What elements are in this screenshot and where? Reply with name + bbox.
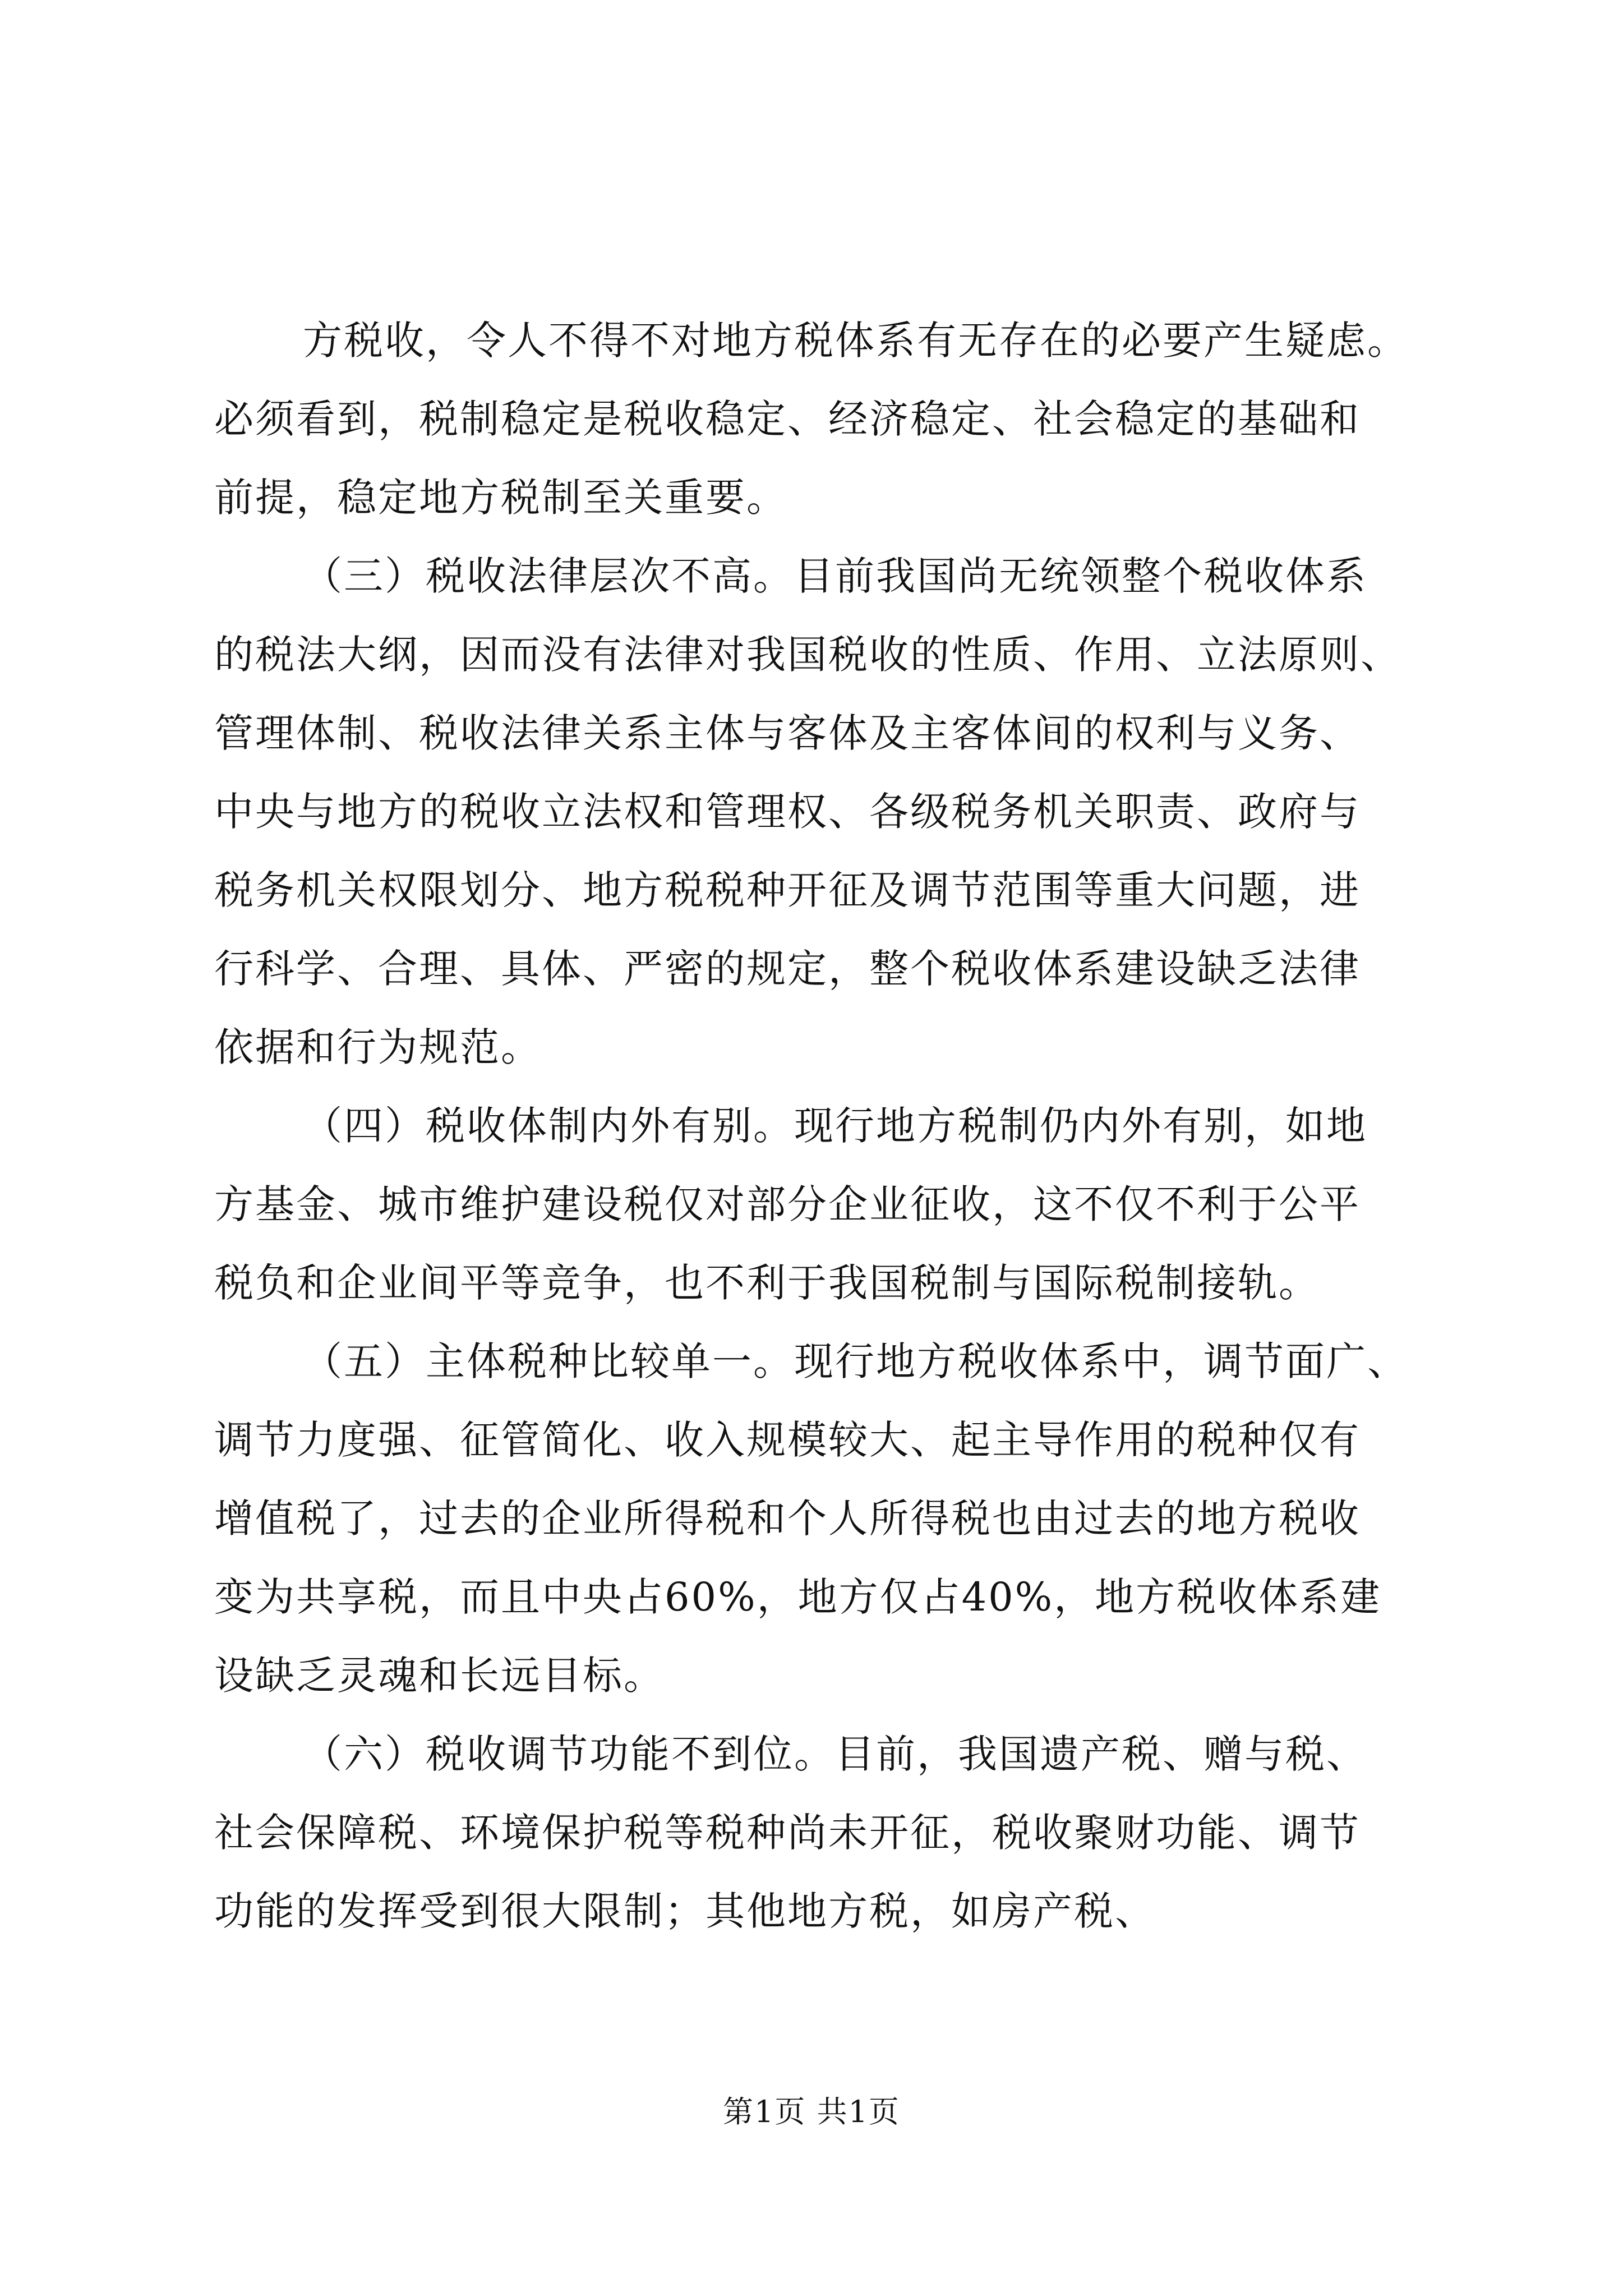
body-text-line: 的税法大纲，因而没有法律对我国税收的性质、作用、立法原则、 bbox=[214, 632, 1401, 678]
body-text-line: 行科学、合理、具体、严密的规定，整个税收体系建设缺乏法律 bbox=[214, 946, 1361, 992]
body-text-line: （三）税收法律层次不高。目前我国尚无统领整个税收体系 bbox=[303, 553, 1367, 599]
page-number-footer: 第1页 共1页 bbox=[723, 2094, 900, 2129]
body-text-line: 功能的发挥受到很大限制；其他地方税，如房产税、 bbox=[214, 1888, 1156, 1934]
body-text-line: 依据和行为规范。 bbox=[214, 1024, 542, 1070]
body-text-line: （六）税收调节功能不到位。目前，我国遗产税、赠与税、 bbox=[303, 1731, 1367, 1777]
body-text-line: 增值税了，过去的企业所得税和个人所得税也由过去的地方税收 bbox=[214, 1496, 1361, 1542]
body-text-line: 前提，稳定地方税制至关重要。 bbox=[214, 475, 787, 521]
body-text-line: （五）主体税种比较单一。现行地方税收体系中，调节面广、 bbox=[303, 1338, 1408, 1384]
body-text-line: 调节力度强、征管简化、收入规模较大、起主导作用的税种仅有 bbox=[214, 1417, 1361, 1463]
body-text-line: 社会保障税、环境保护税等税种尚未开征，税收聚财功能、调节 bbox=[214, 1810, 1361, 1856]
body-text-line: 变为共享税，而且中央占60%，地方仅占40%，地方税收体系建 bbox=[214, 1574, 1382, 1620]
body-text-line: （四）税收体制内外有别。现行地方税制仍内外有别，如地 bbox=[303, 1103, 1367, 1149]
body-text-line: 方基金、城市维护建设税仅对部分企业征收，这不仅不利于公平 bbox=[214, 1181, 1361, 1227]
body-text-line: 设缺乏灵魂和长远目标。 bbox=[214, 1653, 665, 1699]
body-text-line: 管理体制、税收法律关系主体与客体及主客体间的权利与义务、 bbox=[214, 710, 1361, 756]
body-text-line: 必须看到，税制稳定是税收稳定、经济稳定、社会稳定的基础和 bbox=[214, 396, 1361, 442]
body-text-line: 税负和企业间平等竞争，也不利于我国税制与国际税制接轨。 bbox=[214, 1260, 1320, 1306]
body-text-line: 税务机关权限划分、地方税税种开征及调节范围等重大问题，进 bbox=[214, 867, 1361, 913]
body-text-line: 方税收，令人不得不对地方税体系有无存在的必要产生疑虑。 bbox=[303, 318, 1408, 364]
body-text-line: 中央与地方的税收立法权和管理权、各级税务机关职责、政府与 bbox=[214, 789, 1361, 835]
